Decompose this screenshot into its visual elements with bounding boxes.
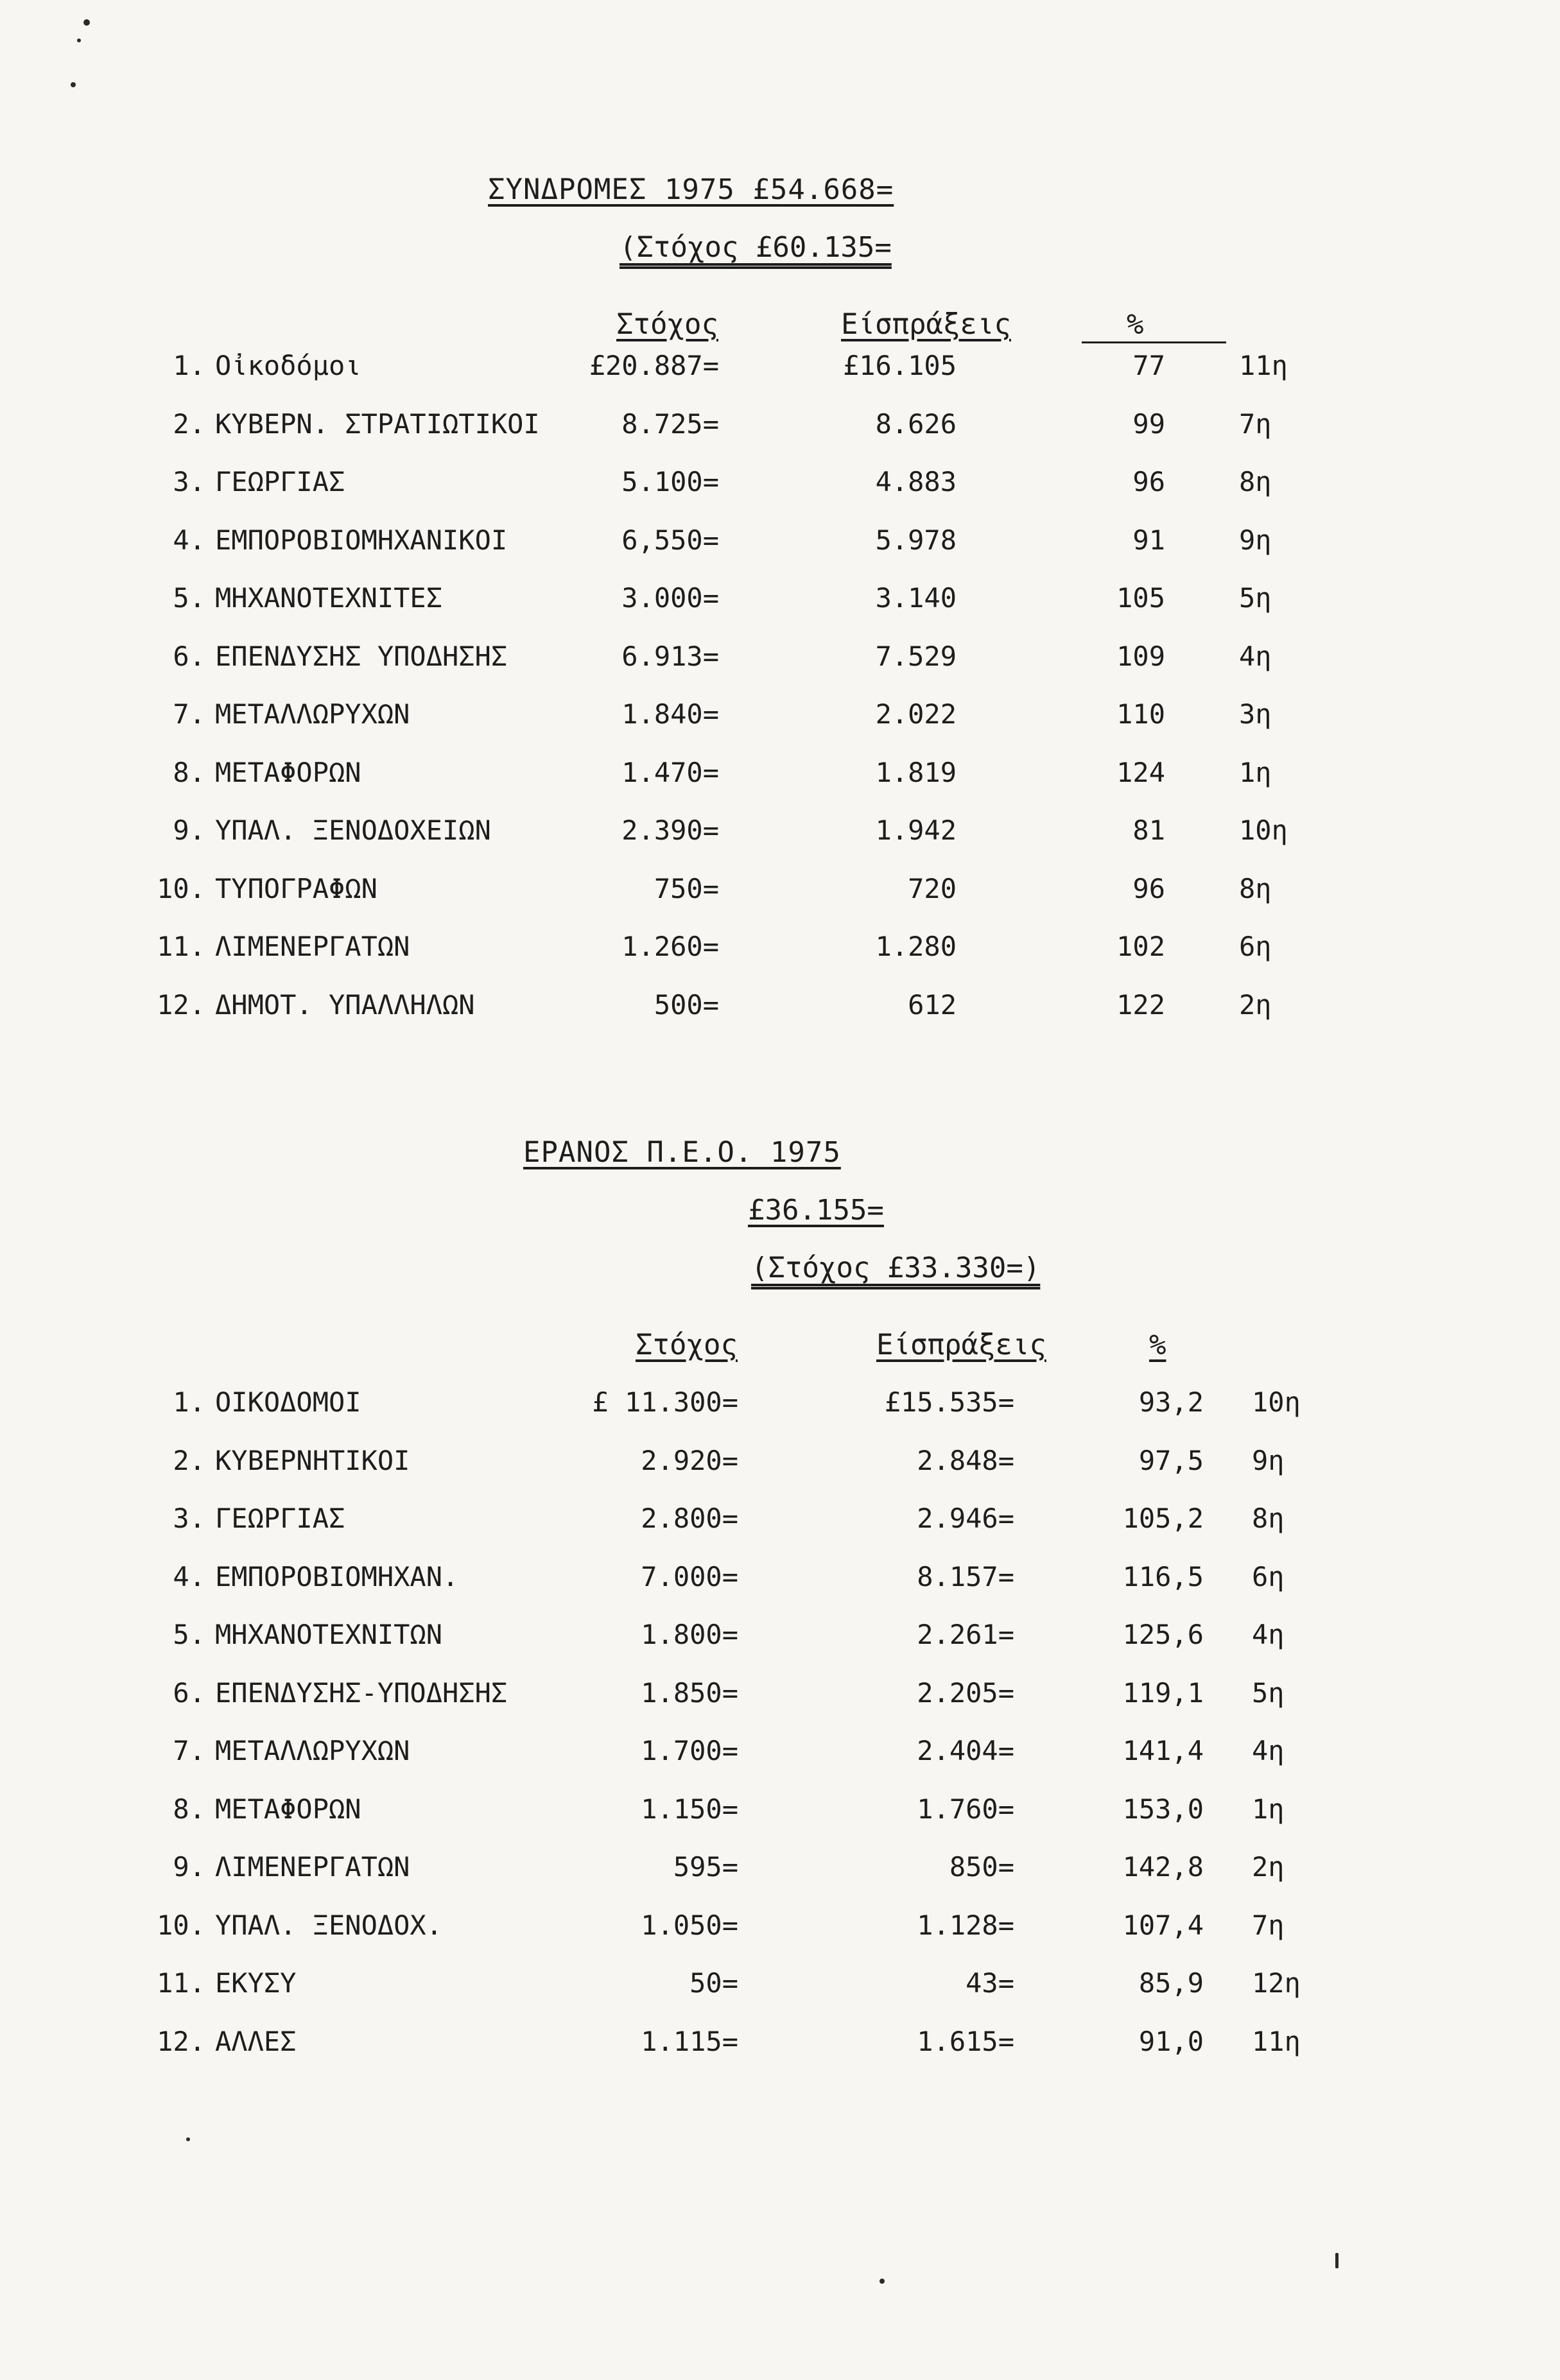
- row-target: £ 11.300=: [592, 1386, 738, 1418]
- scan-speck: [77, 39, 81, 42]
- row-number: 8.: [173, 1793, 205, 1825]
- row-name: ΜΕΤΑΦΟΡΩΝ: [215, 1793, 361, 1825]
- section1-row: [0, 634, 1560, 679]
- row-name: ΥΠΑΛ. ΞΕΝΟΔΟΧ.: [215, 1909, 443, 1941]
- row-number: 2.: [173, 408, 205, 440]
- row-percent: 142,8: [1122, 1851, 1204, 1883]
- row-target: 2.390=: [621, 815, 719, 846]
- row-receipts: 2.022: [875, 698, 957, 730]
- row-name: ΚΥΒΕΡΝ. ΣΤΡΑΤΙΩΤΙΚΟΙ: [215, 408, 540, 440]
- row-percent: 124: [1116, 756, 1165, 788]
- section2-row: [0, 1961, 1560, 2006]
- row-target: 2.920=: [641, 1444, 738, 1476]
- row-name: ΕΜΠΟΡΟΒΙΟΜΗΧΑΝΙΚΟΙ: [215, 524, 508, 556]
- row-receipts: 8.626: [875, 408, 957, 440]
- row-name: ΕΜΠΟΡΟΒΙΟΜΗΧΑΝ.: [215, 1560, 459, 1592]
- section1-header-target: Στόχος: [616, 308, 718, 341]
- row-rank: 12η: [1252, 1967, 1301, 1999]
- row-name: ΟΙΚΟΔΟΜΟΙ: [215, 1386, 361, 1418]
- row-percent: 107,4: [1122, 1909, 1204, 1941]
- row-target: 1.850=: [641, 1677, 738, 1709]
- row-receipts: 850=: [949, 1851, 1014, 1883]
- row-percent: 119,1: [1122, 1677, 1204, 1709]
- row-target: 8.725=: [621, 408, 719, 440]
- row-percent: 102: [1116, 931, 1165, 962]
- row-target: 595=: [673, 1851, 738, 1883]
- scan-speck: [880, 2279, 885, 2284]
- row-percent: 122: [1116, 988, 1165, 1021]
- row-name: ΤΥΠΟΓΡΑΦΩΝ: [215, 872, 377, 904]
- row-percent: 153,0: [1122, 1793, 1204, 1825]
- section1-row: [0, 750, 1560, 795]
- row-name: ΜΗΧΑΝΟΤΕΧΝΙΤΩΝ: [215, 1619, 443, 1650]
- row-percent: 116,5: [1122, 1560, 1204, 1592]
- row-receipts: 5.978: [875, 524, 957, 556]
- section1-title: ΣΥΝΔΡΟΜΕΣ 1975 £54.668=: [488, 173, 894, 206]
- row-number: 9.: [173, 815, 205, 846]
- row-name: ΛΙΜΕΝΕΡΓΑΤΩΝ: [215, 931, 410, 962]
- row-rank: 2η: [1239, 988, 1272, 1021]
- row-receipts: 720: [908, 872, 957, 904]
- row-rank: 5η: [1252, 1677, 1285, 1709]
- row-target: 1.260=: [621, 931, 719, 962]
- row-rank: 8η: [1239, 872, 1272, 904]
- row-target: £20.887=: [589, 350, 719, 381]
- row-target: 1.050=: [641, 1909, 738, 1941]
- row-rank: 11η: [1252, 2025, 1301, 2057]
- row-target: 50=: [689, 1967, 738, 1999]
- row-number: 4.: [173, 1560, 205, 1592]
- section2-header-target: Στόχος: [636, 1329, 738, 1361]
- section2-row: [0, 1729, 1560, 1773]
- row-name: ΛΙΜΕΝΕΡΓΑΤΩΝ: [215, 1851, 410, 1883]
- row-percent: 91,0: [1138, 2025, 1204, 2057]
- row-target: 6,550=: [621, 524, 719, 556]
- row-percent: 77: [1132, 350, 1165, 381]
- section2-title: ΕΡΑΝΟΣ Π.Ε.Ο. 1975: [523, 1136, 841, 1169]
- row-number: 3.: [173, 1503, 205, 1534]
- row-percent: 91: [1132, 524, 1165, 556]
- row-receipts: 2.261=: [917, 1619, 1014, 1650]
- section1-row: [0, 576, 1560, 621]
- section2-row: [0, 1787, 1560, 1832]
- row-target: 1.115=: [641, 2025, 738, 2057]
- row-number: 5.: [173, 1619, 205, 1650]
- section1-row: [0, 867, 1560, 911]
- row-name: ΑΛΛΕΣ: [215, 2025, 297, 2057]
- row-number: 3.: [173, 466, 205, 497]
- row-number: 1.: [173, 350, 205, 381]
- row-receipts: £15.535=: [884, 1386, 1014, 1418]
- row-target: 2.800=: [641, 1503, 738, 1534]
- row-rank: 6η: [1252, 1560, 1285, 1592]
- row-receipts: 1.942: [875, 815, 957, 846]
- row-receipts: 1.280: [875, 931, 957, 962]
- row-target: 1.840=: [621, 698, 719, 730]
- row-number: 6.: [173, 1677, 205, 1709]
- row-percent: 125,6: [1122, 1619, 1204, 1650]
- row-number: 12.: [157, 988, 205, 1021]
- row-target: 750=: [654, 872, 719, 904]
- row-rank: 4η: [1252, 1735, 1285, 1766]
- row-target: 1.470=: [621, 756, 719, 788]
- row-number: 10.: [157, 872, 205, 904]
- row-target: 7.000=: [641, 1560, 738, 1592]
- row-rank: 7η: [1239, 408, 1272, 440]
- section2-row: [0, 2019, 1560, 2064]
- row-receipts: 1.615=: [917, 2025, 1014, 2057]
- section2-row: [0, 1496, 1560, 1541]
- row-number: 12.: [157, 2025, 205, 2057]
- row-number: 7.: [173, 698, 205, 730]
- section1-header-receipts: Είσπράξεις: [841, 308, 1011, 341]
- row-rank: 3η: [1239, 698, 1272, 730]
- row-name: ΥΠΑΛ. ΞΕΝΟΔΟΧΕΙΩΝ: [215, 815, 491, 846]
- row-number: 7.: [173, 1735, 205, 1766]
- section2-row: [0, 1671, 1560, 1716]
- row-rank: 4η: [1239, 640, 1272, 672]
- row-rank: 1η: [1252, 1793, 1285, 1825]
- row-percent: 96: [1132, 872, 1165, 904]
- section2-row: [0, 1555, 1560, 1600]
- row-number: 1.: [173, 1386, 205, 1418]
- row-rank: 9η: [1252, 1444, 1285, 1476]
- row-number: 9.: [173, 1851, 205, 1883]
- section2-header-percent: %: [1149, 1329, 1166, 1361]
- section2-amount: £36.155=: [748, 1194, 884, 1227]
- row-percent: 96: [1132, 466, 1165, 497]
- row-rank: 9η: [1239, 524, 1272, 556]
- row-receipts: £16.105: [842, 350, 957, 381]
- section1-row: [0, 460, 1560, 504]
- row-name: ΕΠΕΝΔΥΣΗΣ ΥΠΟΔΗΣΗΣ: [215, 640, 508, 672]
- row-name: ΜΕΤΑΦΟΡΩΝ: [215, 756, 361, 788]
- row-percent: 81: [1132, 815, 1165, 846]
- row-percent: 141,4: [1122, 1735, 1204, 1766]
- row-target: 5.100=: [621, 466, 719, 497]
- row-percent: 85,9: [1138, 1967, 1204, 1999]
- row-name: ΜΗΧΑΝΟΤΕΧΝΙΤΕΣ: [215, 582, 443, 614]
- section1-row: [0, 983, 1560, 1028]
- row-percent: 109: [1116, 640, 1165, 672]
- section2-row: [0, 1903, 1560, 1948]
- section2-header-receipts: Είσπράξεις: [876, 1329, 1046, 1361]
- section2-row: [0, 1438, 1560, 1483]
- section2-row: [0, 1612, 1560, 1657]
- row-target: 3.000=: [621, 582, 719, 614]
- row-rank: 10η: [1252, 1386, 1301, 1418]
- row-name: ΚΥΒΕΡΝΗΤΙΚΟΙ: [215, 1444, 410, 1476]
- row-percent: 110: [1116, 698, 1165, 730]
- scan-speck: [186, 2137, 190, 2141]
- row-number: 10.: [157, 1909, 205, 1941]
- section1-target: (Στόχος £60.135=: [620, 231, 892, 264]
- row-target: 6.913=: [621, 640, 719, 672]
- row-target: 1.150=: [641, 1793, 738, 1825]
- row-rank: 5η: [1239, 582, 1272, 614]
- row-rank: 4η: [1252, 1619, 1285, 1650]
- row-target: 1.700=: [641, 1735, 738, 1766]
- row-number: 11.: [157, 931, 205, 962]
- row-receipts: 1.760=: [917, 1793, 1014, 1825]
- row-receipts: 2.946=: [917, 1503, 1014, 1534]
- row-receipts: 2.205=: [917, 1677, 1014, 1709]
- row-number: 6.: [173, 640, 205, 672]
- row-target: 500=: [654, 988, 719, 1021]
- row-rank: 2η: [1252, 1851, 1285, 1883]
- section2-row: [0, 1380, 1560, 1425]
- scan-speck: [71, 82, 76, 87]
- row-name: Οἰκοδόμοι: [215, 350, 361, 381]
- row-name: ΔΗΜΟΤ. ΥΠΑΛΛΗΛΩΝ: [215, 988, 475, 1021]
- row-percent: 105: [1116, 582, 1165, 614]
- row-name: ΕΚΥΣΥ: [215, 1967, 297, 1999]
- row-receipts: 4.883: [875, 466, 957, 497]
- row-receipts: 2.848=: [917, 1444, 1014, 1476]
- row-number: 8.: [173, 756, 205, 788]
- row-percent: 97,5: [1138, 1444, 1204, 1476]
- section1-row: [0, 808, 1560, 853]
- row-receipts: 1.819: [875, 756, 957, 788]
- section1-row: [0, 924, 1560, 969]
- row-receipts: 7.529: [875, 640, 957, 672]
- row-percent: 99: [1132, 408, 1165, 440]
- row-receipts: 612: [908, 988, 957, 1021]
- row-name: ΓΕΩΡΓΙΑΣ: [215, 1503, 345, 1534]
- row-receipts: 8.157=: [917, 1560, 1014, 1592]
- row-rank: 10η: [1239, 815, 1288, 846]
- row-rank: 6η: [1239, 931, 1272, 962]
- scan-speck: [83, 19, 90, 26]
- row-number: 11.: [157, 1967, 205, 1999]
- row-rank: 8η: [1252, 1503, 1285, 1534]
- row-receipts: 43=: [966, 1967, 1014, 1999]
- row-receipts: 1.128=: [917, 1909, 1014, 1941]
- section2-target: (Στόχος £33.330=): [751, 1252, 1041, 1284]
- section1-header-percent: %: [1127, 308, 1144, 341]
- row-number: 5.: [173, 582, 205, 614]
- section2-row: [0, 1845, 1560, 1890]
- row-number: 2.: [173, 1444, 205, 1476]
- scan-speck: [1335, 2253, 1339, 2268]
- row-receipts: 2.404=: [917, 1735, 1014, 1766]
- row-rank: 11η: [1239, 350, 1288, 381]
- row-receipts: 3.140: [875, 582, 957, 614]
- section1-row: [0, 343, 1560, 388]
- row-rank: 8η: [1239, 466, 1272, 497]
- row-rank: 1η: [1239, 756, 1272, 788]
- row-percent: 93,2: [1138, 1386, 1204, 1418]
- row-target: 1.800=: [641, 1619, 738, 1650]
- row-rank: 7η: [1252, 1909, 1285, 1941]
- row-name: ΜΕΤΑΛΛΩΡΥΧΩΝ: [215, 698, 410, 730]
- row-number: 4.: [173, 524, 205, 556]
- section1-row: [0, 402, 1560, 447]
- section1-row: [0, 518, 1560, 563]
- row-name: ΕΠΕΝΔΥΣΗΣ-ΥΠΟΔΗΣΗΣ: [215, 1677, 508, 1709]
- section1-row: [0, 692, 1560, 737]
- row-percent: 105,2: [1122, 1503, 1204, 1534]
- row-name: ΜΕΤΑΛΛΩΡΥΧΩΝ: [215, 1735, 410, 1766]
- row-name: ΓΕΩΡΓΙΑΣ: [215, 466, 345, 497]
